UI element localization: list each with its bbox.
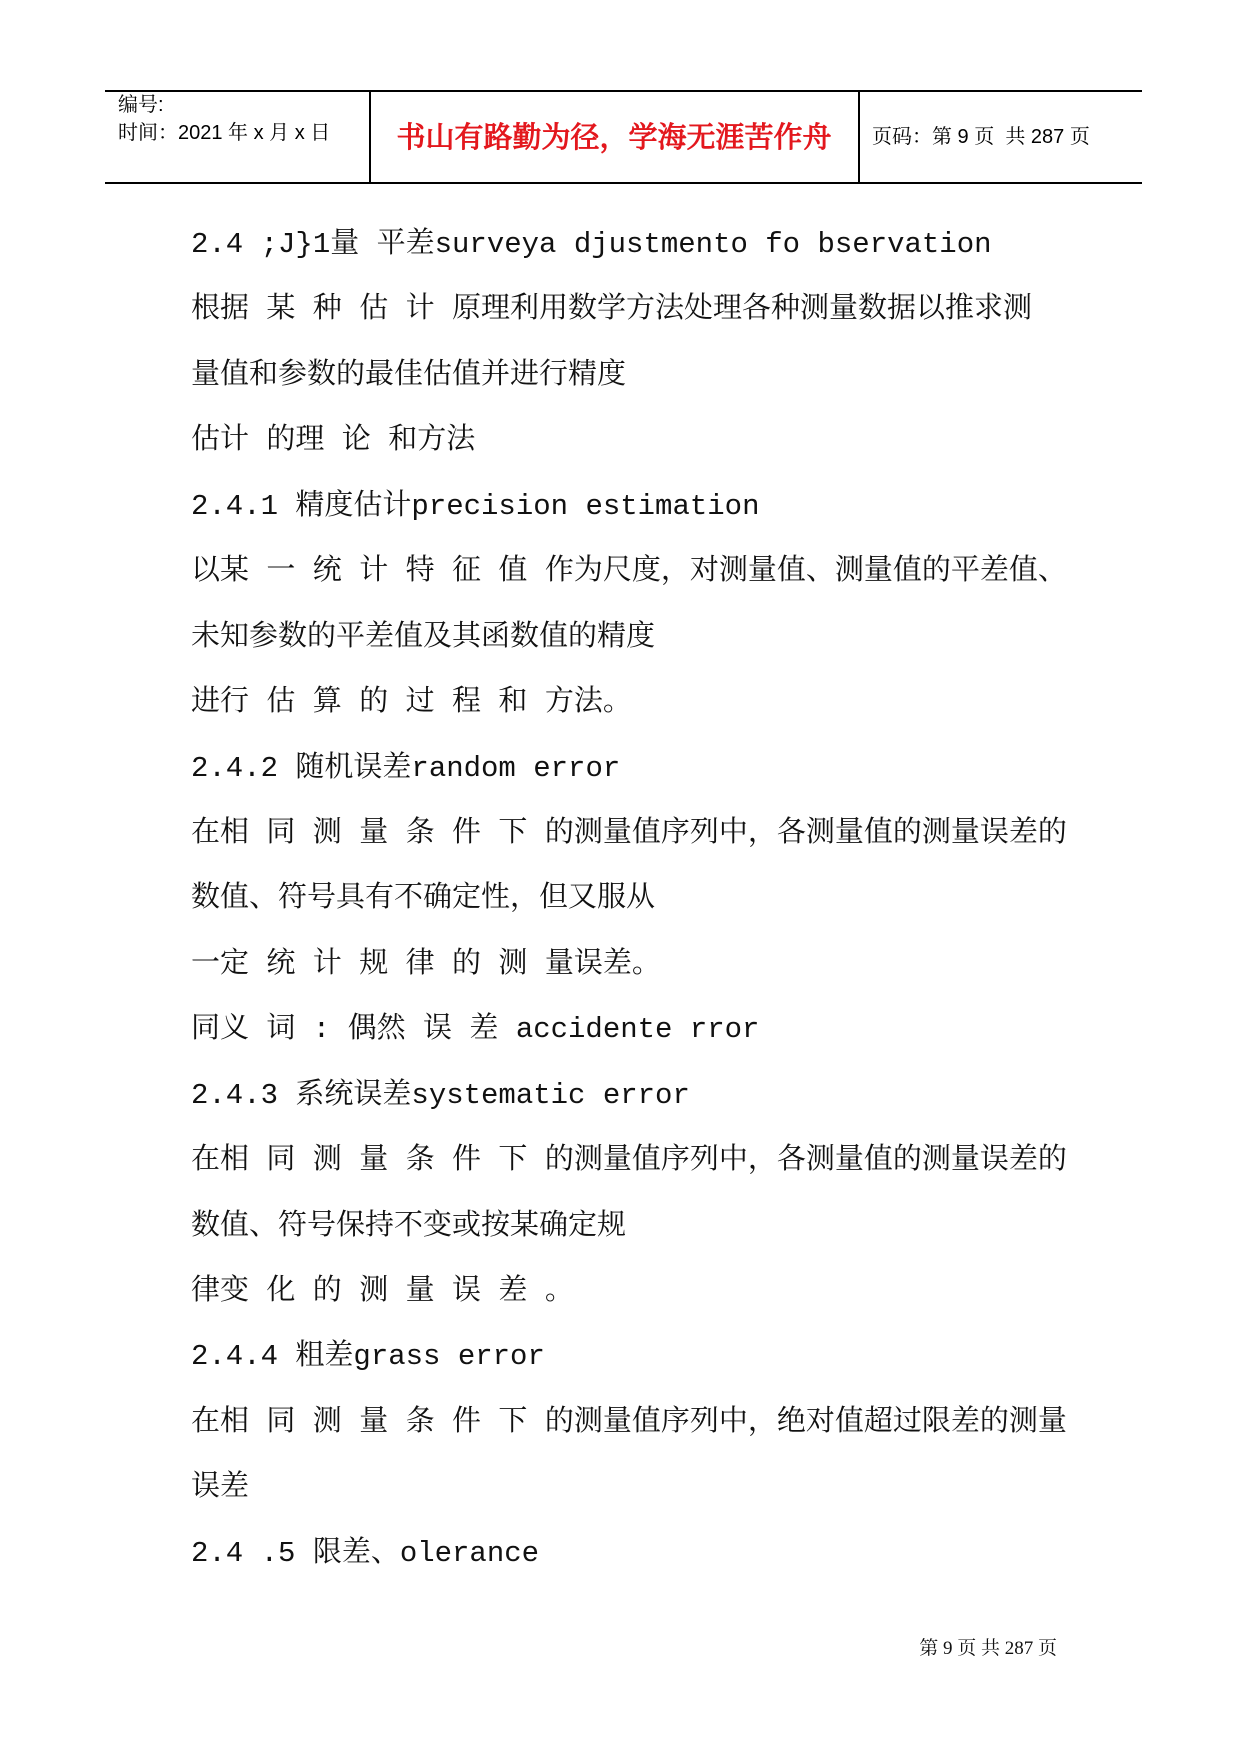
body-line: 误差 bbox=[191, 1471, 250, 1505]
body-line: 数值、符号具有不确定性，但又服从 bbox=[191, 882, 656, 916]
body-line: 数值、符号保持不变或按某确定规 bbox=[191, 1209, 627, 1243]
header-divider-right bbox=[858, 90, 860, 183]
body-line: 进行 估 算 的 过 程 和 方法。 bbox=[191, 686, 632, 720]
body-line: 同义 词 : 偶然 误 差 accidente rror bbox=[191, 1013, 760, 1047]
body-line: 未知参数的平差值及其函数值的精度 bbox=[191, 620, 656, 654]
section-heading-2-4-3: 2.4.3 系统误差systematic error bbox=[191, 1078, 690, 1112]
header-time-label: 时间：2021 年 x 月 x 日 bbox=[118, 122, 331, 144]
body-line: 一定 统 计 规 律 的 测 量误差。 bbox=[191, 947, 661, 981]
body-line: 律变 化 的 测 量 误 差 。 bbox=[191, 1275, 574, 1308]
header-motto: 书山有路勤为径，学海无涯苦作舟 bbox=[396, 120, 832, 154]
body-line: 量值和参数的最佳估值并进行精度 bbox=[191, 358, 627, 392]
body-line: 以某 一 统 计 特 征 值 作为尺度，对测量值、测量值的平差值、 bbox=[191, 555, 1067, 589]
section-heading-2-4-2: 2.4.2 随机误差random error bbox=[191, 751, 621, 785]
section-heading-2-4-4: 2.4.4 粗差grass error bbox=[191, 1340, 545, 1374]
body-line: 估计 的理 论 和方法 bbox=[191, 424, 476, 458]
footer-page-number: 第 9 页 共 287 页 bbox=[919, 1638, 1057, 1659]
body-line: 在相 同 测 量 条 件 下 的测量值序列中，各测量值的测量误差的 bbox=[191, 816, 1067, 850]
header-motto-cell bbox=[371, 92, 857, 182]
header-bottom-rule bbox=[105, 182, 1142, 184]
body-line: 根据 某 种 估 计 原理利用数学方法处理各种测量数据以推求测 bbox=[191, 293, 1033, 327]
body-line: 在相 同 测 量 条 件 下 的测量值序列中，绝对值超过限差的测量 bbox=[191, 1405, 1067, 1439]
body-text bbox=[191, 212, 1191, 1586]
header-page-code: 页码：第 9 页 共 287 页 bbox=[872, 126, 1090, 148]
body-line: 在相 同 测 量 条 件 下 的测量值序列中，各测量值的测量误差的 bbox=[191, 1144, 1067, 1178]
section-heading-2-4-1: 2.4.1 精度估计precision estimation bbox=[191, 489, 760, 523]
section-heading-2-4-5: 2.4 .5 限差、olerance bbox=[191, 1536, 540, 1570]
section-heading-2-4: 2.4 ;J}1量 平差surveya djustmento fo bservation bbox=[191, 228, 992, 261]
header-number-label: 编号: bbox=[118, 94, 164, 116]
